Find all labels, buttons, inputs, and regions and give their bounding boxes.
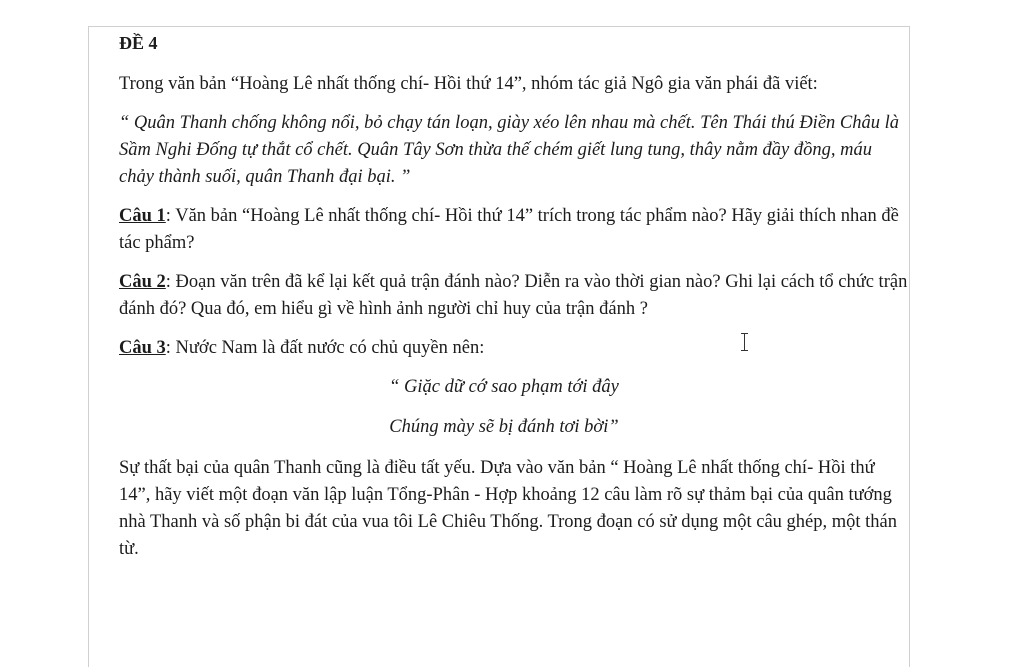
question-1 (119, 203, 909, 257)
text-cursor-icon (744, 333, 745, 351)
exam-title: ĐỀ 4 (119, 33, 158, 53)
intro-paragraph: Trong văn bản “Hoàng Lê nhất thống chí- Hồi thứ 14”, nhóm tác giả Ngô gia văn phái đã viết: (119, 74, 818, 94)
poem-line-1: “ Giặc dữ cớ sao phạm tới đây (389, 377, 619, 397)
question-2-label: Câu 2 (119, 272, 166, 292)
question-3-text: : Nước Nam là đất nước có chủ quyền nên: (165, 338, 485, 358)
document-body[interactable] (119, 30, 909, 575)
poem-line-2: Chúng mày sẽ bị đánh tơi bời” (389, 417, 619, 437)
excerpt-quote: “ Quân Thanh chống không nổi, bỏ chạy tán loạn, giày xéo lên nhau mà chết. Tên Thái thú Điền Châu là Sầm Nghi Đống tự thắt cổ chết. Quân Tây Sơn thừa thế chém giết lung tung, thây nằm đầy đồng, máu chảy thành suối, quân Thanh đại bại. ” (119, 113, 900, 187)
question-2 (119, 269, 909, 323)
closing-paragraph: Sự thất bại của quân Thanh cũng là điều tất yếu. Dựa vào văn bản “ Hoàng Lê nhất thống chí- Hồi thứ 14”, hãy viết một đoạn văn lập luận Tổng-Phân - Hợp khoảng 12 câu làm rõ sự thảm bại của quân tướng nhà Thanh và số phận bi đát của vua tôi Lê Chiêu Thống. Trong đoạn có sử dụng một câu ghép, một thán từ. (119, 458, 898, 559)
question-2-text: : Đoạn văn trên đã kể lại kết quả trận đánh nào? Diễn ra vào thời gian nào? Ghi lại cách tổ chức trận đánh đó? Qua đó, em hiểu gì về hình ảnh người chỉ huy của trận đánh ? (119, 272, 908, 319)
question-1-label: Câu 1 (119, 206, 166, 226)
question-3-label: Câu 3 (119, 338, 166, 358)
question-1-text: : Văn bản “Hoàng Lê nhất thống chí- Hồi thứ 14” trích trong tác phẩm nào? Hãy giải thích nhan đề tác phẩm? (119, 206, 899, 253)
question-3 (119, 335, 909, 362)
